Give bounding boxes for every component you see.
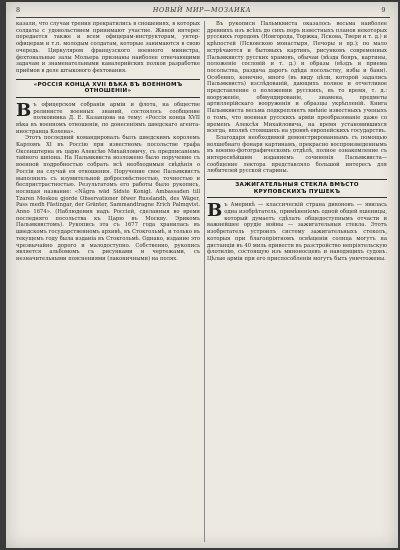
page-number-right: 9 xyxy=(381,6,386,14)
page-number-left: 8 xyxy=(16,6,21,14)
section-heading-glasses: ЗАЖИГАТЕЛЬНЫЯ СТЕКЛА ВМѢСТО КРУПОВСКИХЪ ПУШЕКЪ xyxy=(207,179,387,198)
paragraph-text: ъ офицерском собраніи арміи и флота, на обществе релинисте военных знаний, состоялось сообщение полковника Д. Е. Казанцова на тему: «Россія конца XVII вѣка въ военномъ отношеніи, по донесеніямъ шведскаго агента-иностранца Кохена». xyxy=(16,101,200,135)
column-divider xyxy=(204,21,205,542)
drop-cap: В xyxy=(16,99,32,121)
drop-cap: В xyxy=(207,200,223,222)
paragraph: Въ рукописи Пальмквиста оказалось весьма наиболее древнихъ изъ всѣхъ до сихъ поръ известныхъ планов некоторых русскихъ городовъ (Новгорода, Торжка, Пскова, Твери и т. д.) и крѣпостей (Псковскою монастыря, Печоры и пр.); по мало встрѣчаются и бытовыхъ картинъ, рисунковъ современных Пальмквисту русских храмовъ, обычаи (вѣзда бояръ, картины, положеніе сословій и т. д.) и образы (вѣздъ и приема посольства, раздача дарогъ одѣда посольству, избы и бани). Особенно, конечно, много (въ виду цѣли, которой задались Пальмквистъ) изслѣдованій, дающихъ полное и отчетливое представление о положении русскихъ, въ то время, т. д.: вооруженіе, обмундированіе, знамена, предметы артиллерійскаго вооруженія и образцы укрѣпленій. Книга Пальмквиста весьма подкрепляетъ мнѣніе известныхъ ученыхъ о томъ, что военная русскихъ арміи преобразованіе даже со временъ Алексѣя Михайловича, на время установившихся всегда, вполнѣ стоявшихъ на уровнѣ европейскихъ государствъ. xyxy=(207,21,387,135)
section-heading-russia: «РОССІЯ КОНЦА XVII ВѢКА ВЪ ВОЕННОМЪ ОТНОШЕНІИ» xyxy=(16,79,200,98)
paragraph: Этотъ последний командировалъ былъ шведскимъ королемъ Карломъ XI въ Россію при известномъ посольстве графа Оксенштерна въ царю Алексѣю Михайловичу, съ предписаніемъ тайного шпіона. На Пальмквиста возложено было поручение съ военной подробностью собрать всѣ необходимыя свѣдѣнія о Россіи на случай ея отношения. Поручение свое Пальмквистъ выполнилъ съ изумительной добросовѣстностью, точностью и беспристрастностью. Результатомъ его работы было рукопись, носящая название: «Några wäd Sidste Konigl. Ambassaden till Tzaren Moskou gjorde Observationer öfwer Russlandh, des Wäger, Pass medh Fästingar, der Gränter, Sammandtragne Erich Palmqvist. Anno 1674». (Наблюдения надъ Россіей, сделанныя во время последняго посольства къ Царю въ Москву. Эрикомъ Пальмквистомъ). Рукопись эта съ 1677 года хранилась въ шведскомъ государственномъ архивѣ, въ Стокгольмѣ, и только въ текущемъ году была изданіа въ Стокгольмѣ. Однако, издание это чрезвычайно дорого и малодоступно. Собственно, рукопись является альбомомъ съ рисунками и чертежами, съ незначительными пояснениями (лаконичными) на полях. xyxy=(16,135,200,262)
left-column xyxy=(16,21,200,542)
article-intro: казали, что случаи трения прекратились в сношениях, в которых солдаты с удовольствием принимают участие. Живой интерес передается также и всем офицерам-инструкторам, унтер-офицерам и т.п. молодым солдатам, которые занимаются в свою очередь. Циркуляром французского военного министра, фехтовальные залы Мольера признаны наиболее отвечающими задачам и знаменательными кавалерийских полков разработке приёмов в деле штыкового фехтования. xyxy=(16,21,200,74)
running-title: НОВЫЙ МИР—МОЗАИКА xyxy=(152,6,252,14)
magazine-page xyxy=(6,2,398,548)
header-rule xyxy=(16,17,390,18)
paragraph xyxy=(207,202,387,262)
paragraph xyxy=(16,99,200,136)
paragraph-text: ъ Америкѣ — классическій страна дивоновъ — явилась одна изобрѣтатель, примѣненіемъ одной общей пшеницы, который думаетъ сдѣлать общедоступнымъ отчасти и важнейшее орудіе войны — зажигательныя стекла. Этотъ изобретатель устроилъ систему зажигательныхъ стеколъ, которыя при благопріятномъ освѣщеніи солнца могутъ на дистанціи въ 40 миль привести въ разстройство непріятельскую флотилію, состоящую изъ миноносцевъ и наводящихъ судовъ. Цѣлые арміи при его приспособленіи могутъ быть уничтожены. xyxy=(207,202,387,262)
paragraph: Благодаря необходимой демонстрированнымъ съ помощью волшебнаго фонаря картинамъ, прекрасно воспроизведеннымъ въ военно-фотографическомъ отдѣлѣ, полное ознакомление съ интереснѣйшим изданиемъ сочиненія Пальмквиста—сообщение лектора представляло большой интересъ для любителей русской старины. xyxy=(207,134,387,175)
right-column xyxy=(207,21,387,542)
